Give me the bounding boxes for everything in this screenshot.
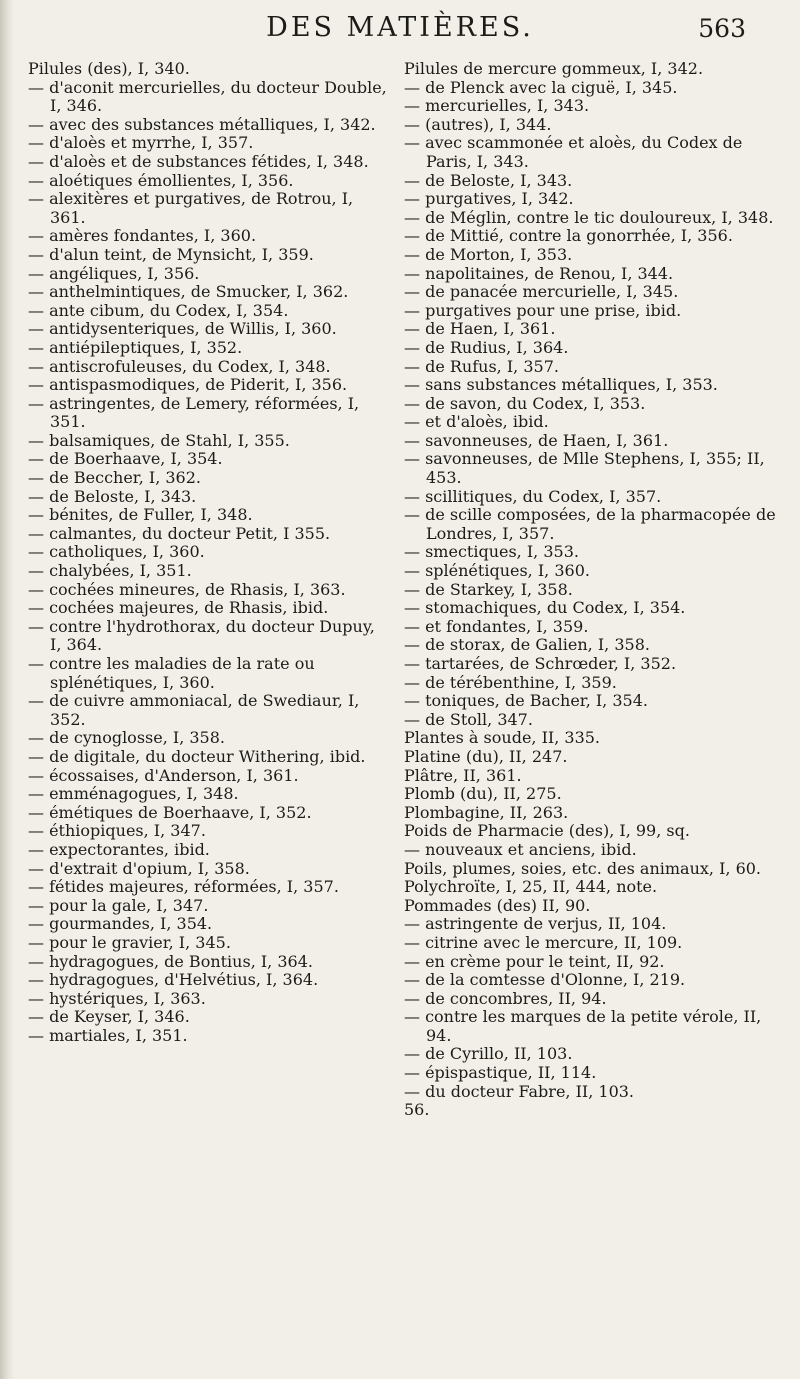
index-entry: — ante cibum, du Codex, I, 354. — [28, 300, 289, 320]
index-entry: — de scille composées, de la pharmacopée de Londres, I, 357. — [404, 505, 776, 543]
index-entry: — napolitaines, de Renou, I, 344. — [404, 263, 674, 283]
index-entry: — nouveaux et anciens, ibid. — [404, 839, 637, 859]
index-entry: — hydragogues, de Bontius, I, 364. — [28, 951, 313, 971]
index-entry: — de cuivre ammoniacal, de Swediaur, I, 352. — [28, 691, 360, 729]
index-entry: — splénétiques, I, 360. — [404, 561, 590, 581]
index-entry: Polychroïte, I, 25, II, 444, note. — [404, 877, 658, 897]
index-column-right — [404, 60, 776, 1120]
index-entry: — hydragogues, d'Helvétius, I, 364. — [28, 970, 319, 990]
index-entry: — angéliques, I, 356. — [28, 263, 200, 283]
index-entry: — éthiopiques, I, 347. — [28, 821, 206, 841]
index-entry: — de digitale, du docteur Withering, ibid. — [28, 746, 366, 766]
index-entry: — émétiques de Boerhaave, I, 352. — [28, 802, 312, 822]
index-entry: — de Beccher, I, 362. — [28, 468, 201, 488]
index-entry: — et d'aloès, ibid. — [404, 412, 549, 432]
index-entry: — en crème pour le teint, II, 92. — [404, 951, 665, 971]
index-entry: — (autres), I, 344. — [404, 114, 552, 134]
index-entry: — de Rudius, I, 364. — [404, 337, 569, 357]
index-entry: — contre les maladies de la rate ou splénétiques, I, 360. — [28, 654, 315, 692]
index-entry: — de Beloste, I, 343. — [404, 170, 573, 190]
index-entry: — de Starkey, I, 358. — [404, 579, 573, 599]
index-entry: Pommades (des) II, 90. — [404, 895, 591, 915]
index-entry: — martiales, I, 351. — [28, 1025, 188, 1045]
index-entry: — smectiques, I, 353. — [404, 542, 579, 562]
index-entry: Poils, plumes, soies, etc. des animaux, I, 60. — [404, 858, 762, 878]
index-entry: — bénites, de Fuller, I, 348. — [28, 505, 253, 525]
index-entry: — antidysenteriques, de Willis, I, 360. — [28, 319, 337, 339]
index-entry: Plombagine, II, 263. — [404, 802, 569, 822]
index-entry: — de storax, de Galien, I, 358. — [404, 635, 650, 655]
index-entry: — aloétiques émollientes, I, 356. — [28, 170, 294, 190]
index-entry: Plâtre, II, 361. — [404, 765, 522, 785]
index-entry: — d'aloès et de substances fétides, I, 348. — [28, 151, 369, 171]
index-entry: — chalybées, I, 351. — [28, 561, 192, 581]
index-entry: — de térébenthine, I, 359. — [404, 672, 617, 692]
index-entry: 56. — [404, 1100, 430, 1120]
index-entry: — amères fondantes, I, 360. — [28, 226, 257, 246]
index-entry: — contre les marques de la petite vérole, II, 94. — [404, 1007, 762, 1045]
index-entry: — de Boerhaave, I, 354. — [28, 449, 223, 469]
index-entry: — pour la gale, I, 347. — [28, 895, 209, 915]
index-entry: — avec des substances métalliques, I, 342. — [28, 114, 376, 134]
index-entry: — de Beloste, I, 343. — [28, 486, 197, 506]
index-entry: — hystériques, I, 363. — [28, 988, 206, 1008]
index-entry: — fétides majeures, réformées, I, 357. — [28, 877, 339, 897]
index-entry: — stomachiques, du Codex, I, 354. — [404, 598, 686, 618]
index-entry: — savonneuses, de Mlle Stephens, I, 355; II, 453. — [404, 449, 765, 488]
index-entry: — de Morton, I, 353. — [404, 244, 573, 264]
index-entry: — de Rufus, I, 357. — [404, 356, 559, 376]
index-entry: — de Keyser, I, 346. — [28, 1007, 190, 1027]
index-entry: — catholiques, I, 360. — [28, 542, 205, 562]
index-entry: — sans substances métalliques, I, 353. — [404, 375, 718, 395]
index-entry: — savonneuses, de Haen, I, 361. — [404, 430, 669, 450]
index-entry: — pour le gravier, I, 345. — [28, 932, 231, 952]
index-entry: — emménagogues, I, 348. — [28, 784, 239, 804]
index-entry: — épispastique, II, 114. — [404, 1063, 597, 1083]
index-entry: — calmantes, du docteur Petit, I 355. — [28, 523, 331, 543]
index-entry: — de concombres, II, 94. — [404, 988, 607, 1008]
index-entry: — d'aloès et myrrhe, I, 357. — [28, 133, 254, 153]
index-entry: Pilules de mercure gommeux, I, 342. — [404, 59, 704, 78]
index-entry: — alexitères et purgatives, de Rotrou, I, 361. — [28, 189, 354, 227]
index-entry: Plantes à soude, II, 335. — [404, 728, 601, 748]
index-entry: — de panacée mercurielle, I, 345. — [404, 282, 679, 302]
index-entry: — de Cyrillo, II, 103. — [404, 1044, 573, 1064]
index-entry: — de Haen, I, 361. — [404, 319, 556, 339]
index-entry: — antiépileptiques, I, 352. — [28, 337, 243, 357]
book-spine-shadow — [0, 0, 14, 1379]
running-title: DES MATIÈRES. — [266, 12, 534, 43]
index-entry: Platine (du), II, 247. — [404, 746, 568, 766]
index-entry: — cochées majeures, de Rhasis, ibid. — [28, 598, 329, 618]
index-entry: — de Méglin, contre le tic douloureux, I, 348. — [404, 207, 774, 227]
index-entry: — de Mittié, contre la gonorrhée, I, 356. — [404, 226, 733, 246]
index-entry: — d'alun teint, de Mynsicht, I, 359. — [28, 244, 314, 264]
index-entry: — de Stoll, 347. — [404, 709, 533, 729]
index-entry: — balsamiques, de Stahl, I, 355. — [28, 430, 290, 450]
index-entry: — antispasmodiques, de Piderit, I, 356. — [28, 375, 348, 395]
index-entry: — toniques, de Bacher, I, 354. — [404, 691, 648, 711]
page-number: 563 — [698, 14, 746, 43]
index-entry: — du docteur Fabre, II, 103. — [404, 1081, 635, 1101]
index-entry: — de cynoglosse, I, 358. — [28, 728, 225, 748]
index-entry: — citrine avec le mercure, II, 109. — [404, 932, 683, 952]
index-entry: — contre l'hydrothorax, du docteur Dupuy, I, 364. — [28, 616, 375, 655]
index-entry: Pilules (des), I, 340. — [28, 59, 190, 78]
index-entry: — tartarées, de Schrœder, I, 352. — [404, 654, 677, 673]
index-entry: — purgatives pour une prise, ibid. — [404, 300, 682, 320]
index-entry: — expectorantes, ibid. — [28, 839, 210, 859]
index-entry: Poids de Pharmacie (des), I, 99, sq. — [404, 821, 690, 841]
index-entry: — de savon, du Codex, I, 353. — [404, 393, 646, 413]
index-entry: — de Plenck avec la ciguë, I, 345. — [404, 77, 678, 97]
index-entry: — antiscrofuleuses, du Codex, I, 348. — [28, 356, 331, 376]
index-entry: — d'aconit mercurielles, du docteur Double, I, 346. — [28, 77, 387, 116]
index-column-left — [28, 60, 388, 1045]
index-entry: — scillitiques, du Codex, I, 357. — [404, 486, 662, 506]
index-entry: — d'extrait d'opium, I, 358. — [28, 858, 250, 878]
index-entry: — mercurielles, I, 343. — [404, 96, 590, 116]
index-entry: — et fondantes, I, 359. — [404, 616, 589, 636]
index-entry: — de la comtesse d'Olonne, I, 219. — [404, 970, 686, 990]
index-entry: — purgatives, I, 342. — [404, 189, 574, 209]
index-entry: — avec scammonée et aloès, du Codex de Paris, I, 343. — [404, 133, 743, 171]
index-entry: — gourmandes, I, 354. — [28, 914, 213, 934]
page-header — [40, 12, 760, 52]
index-entry: Plomb (du), II, 275. — [404, 784, 562, 804]
index-entry: — astringente de verjus, II, 104. — [404, 914, 667, 934]
index-entry: — astringentes, de Lemery, réformées, I, 351. — [28, 393, 360, 432]
index-entry: — écossaises, d'Anderson, I, 361. — [28, 765, 299, 785]
index-entry: — anthelmintiques, de Smucker, I, 362. — [28, 282, 349, 302]
index-entry: — cochées mineures, de Rhasis, I, 363. — [28, 579, 346, 599]
